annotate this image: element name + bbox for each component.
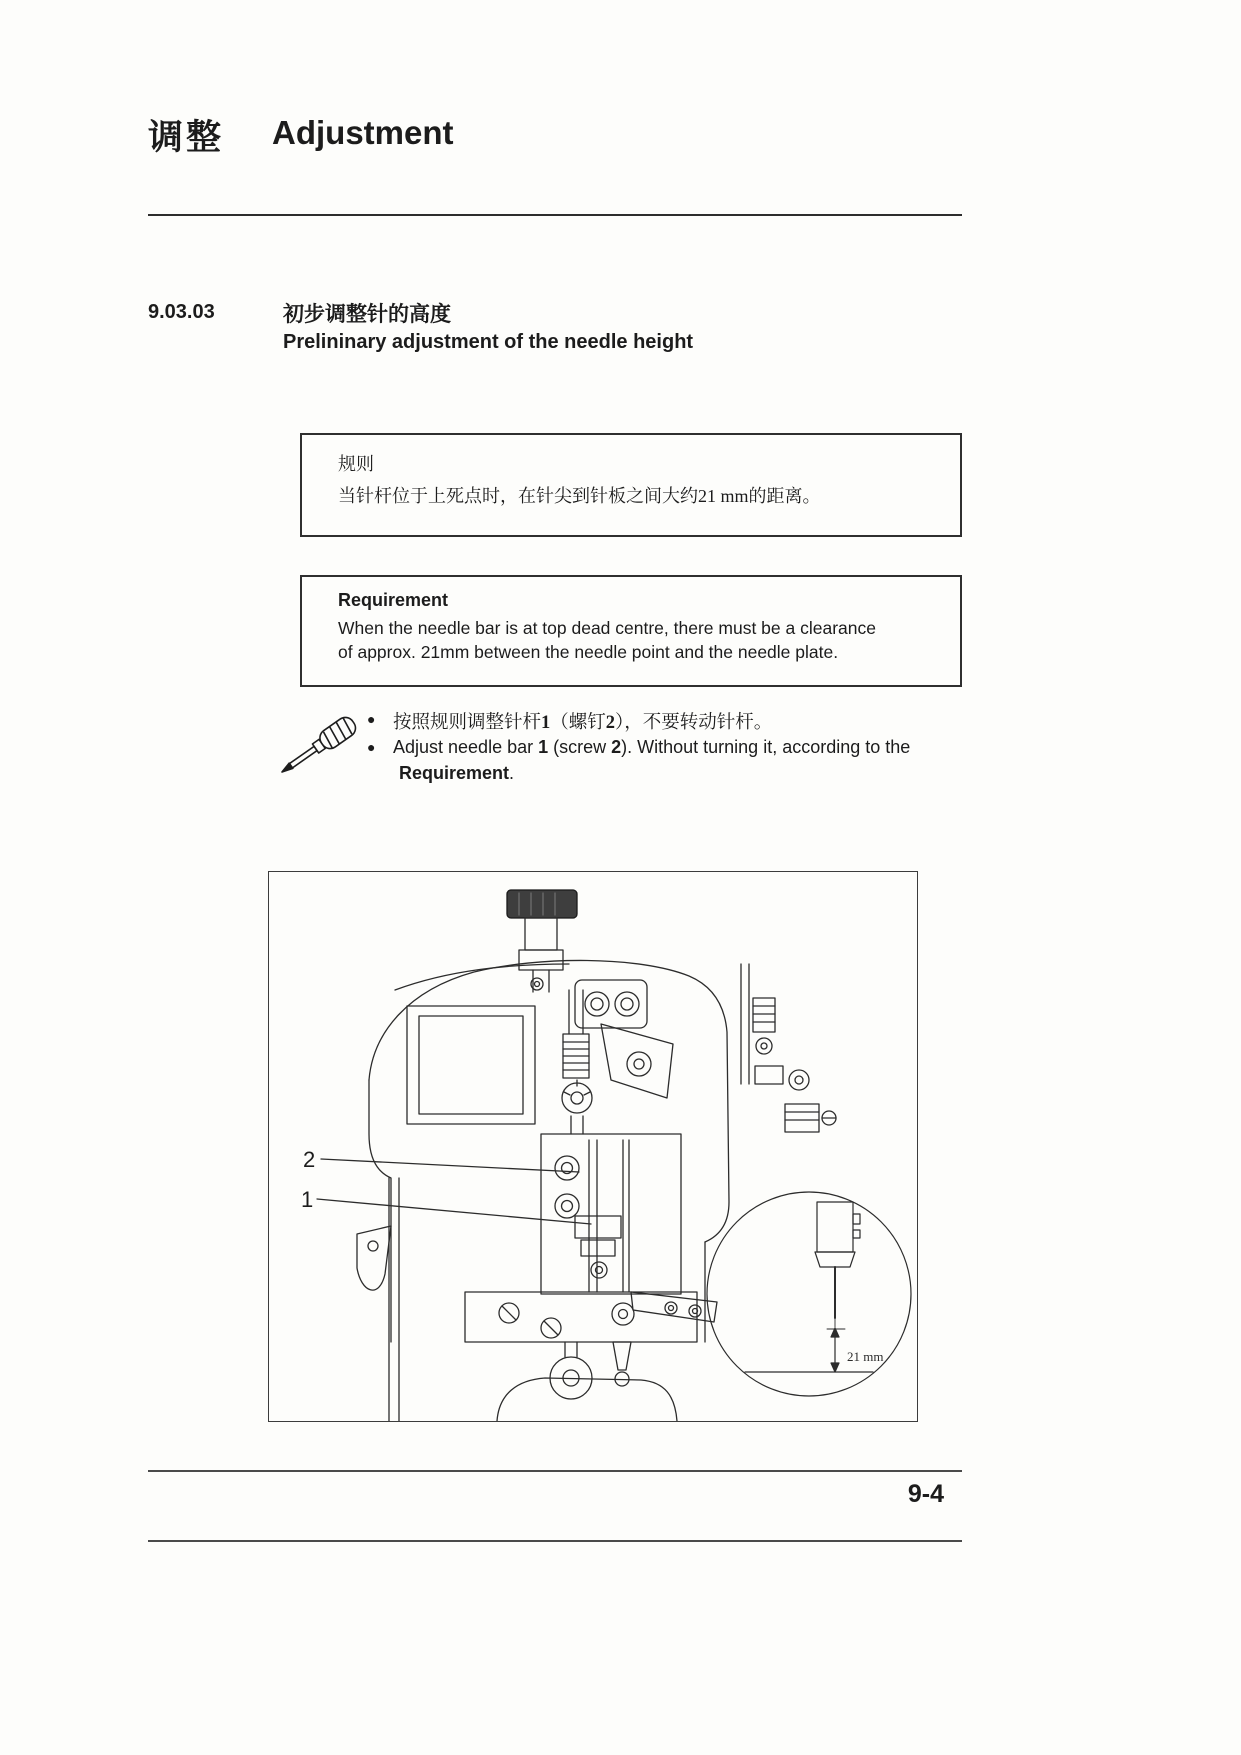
- period: .: [509, 763, 515, 783]
- machine-head-outline: [369, 960, 729, 1342]
- ref-number-2: 2: [611, 737, 622, 757]
- machine-diagram: [269, 872, 917, 1421]
- roller-presser: [497, 1342, 677, 1421]
- screwdriver-icon: [276, 706, 364, 798]
- crank-arm: [601, 1024, 673, 1098]
- callout-1-label: 1: [301, 1187, 314, 1212]
- instruction-en-text: (screw: [548, 737, 612, 757]
- rule-box-body: 当针杆位于上死点时，在针尖到针板之间大约21 mm的距离。: [338, 486, 821, 506]
- instruction-zh-text: （螺钉: [550, 713, 606, 733]
- requirement-box-heading: Requirement: [338, 590, 449, 610]
- ref-number-1: 1: [538, 737, 549, 757]
- requirement-box-line2: of approx. 21mm between the needle point and the needle plate.: [338, 642, 839, 662]
- figure-frame: [268, 871, 918, 1422]
- right-side-fittings: [741, 964, 836, 1132]
- bullet-icon: ●: [367, 739, 376, 755]
- footer-divider-bottom: [148, 1540, 962, 1542]
- top-plate: [575, 980, 647, 1028]
- callout-2-leader: [321, 1159, 579, 1172]
- bullet-icon: ●: [367, 711, 376, 727]
- page-title-chinese: 调整: [148, 118, 225, 157]
- motor-block: [407, 1006, 535, 1124]
- callout-2-label: 2: [303, 1147, 316, 1172]
- dimension-label: 21 mm: [847, 1349, 884, 1364]
- instruction-chinese: [393, 708, 772, 734]
- footer-divider-top: [148, 1470, 962, 1472]
- instruction-en-text: ). Without turning it, according to the: [621, 737, 911, 757]
- page-title-english: Adjustment: [272, 114, 454, 151]
- ref-number-1: 1: [541, 713, 551, 733]
- left-stand: [357, 1178, 399, 1421]
- section-title-english: Prelininary adjustment of the needle height: [283, 331, 694, 353]
- section-title-chinese: 初步调整针的高度: [283, 302, 451, 326]
- right-bracket: [631, 1292, 717, 1322]
- instruction-english: [393, 737, 910, 758]
- instruction-en-text: Adjust needle bar: [393, 737, 539, 757]
- instruction-zh-text: ），不要转动针杆。: [615, 713, 773, 733]
- requirement-box-line1: When the needle bar is at top dead centre, there must be a clearance: [338, 618, 876, 638]
- adjustment-knob-icon: [507, 890, 577, 992]
- lower-plate: [465, 1292, 697, 1342]
- page-number: 9-4: [907, 1480, 944, 1508]
- callout-1-leader: [317, 1199, 591, 1224]
- rule-box: [300, 433, 962, 537]
- detail-circle: [707, 1192, 911, 1396]
- instruction-zh-text: 按照规则调整针杆: [393, 713, 542, 733]
- requirement-ref: Requirement: [399, 763, 510, 783]
- rule-box-heading: 规则: [338, 454, 374, 474]
- ref-number-2: 2: [605, 713, 616, 733]
- requirement-box: [300, 575, 962, 687]
- instruction-english-continued: [399, 763, 514, 784]
- section-number: 9.03.03: [148, 301, 215, 323]
- needle-bar-frame: [541, 1134, 681, 1294]
- header-divider: [148, 214, 962, 216]
